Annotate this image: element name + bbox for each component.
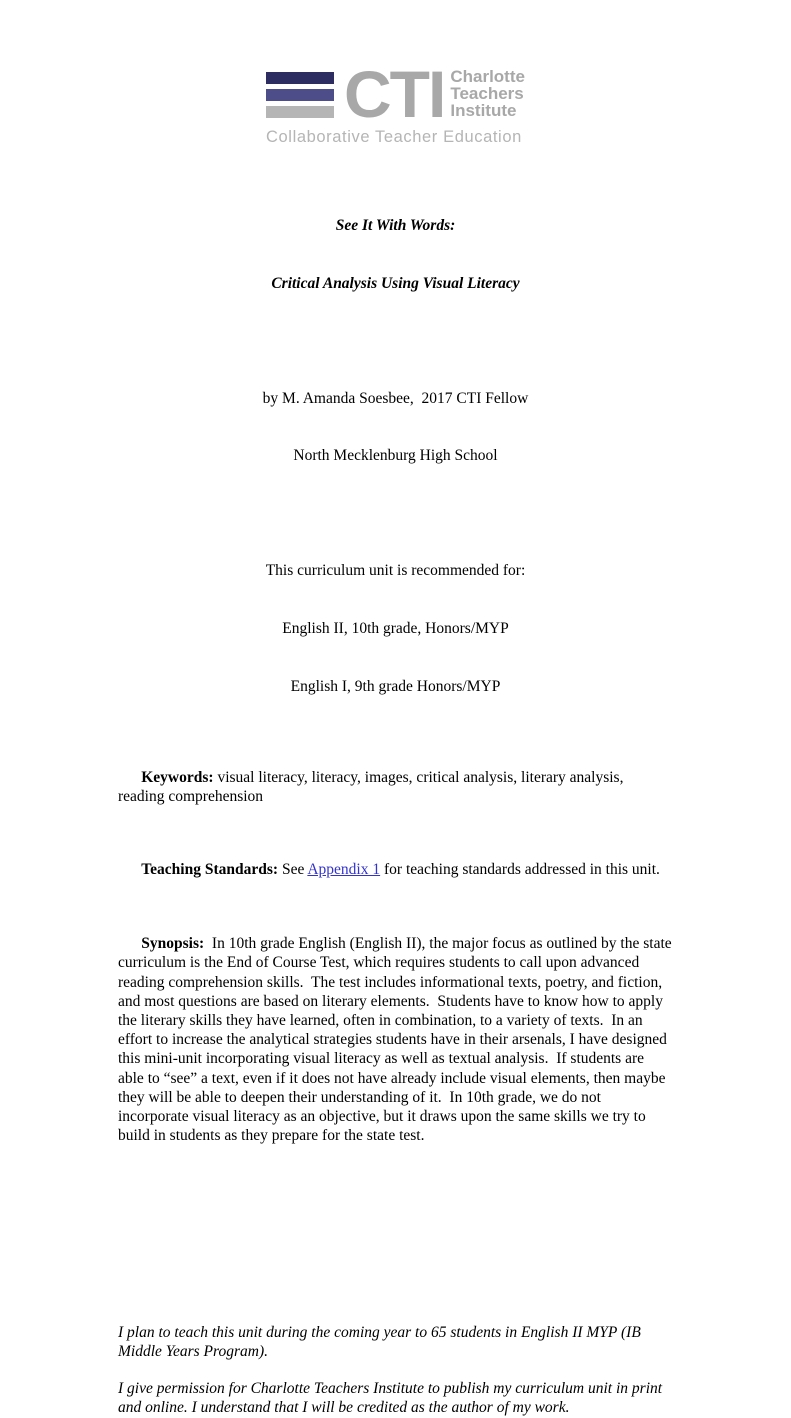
logo-org-line-1: Charlotte bbox=[450, 67, 525, 86]
recommended-intro: This curriculum unit is recommended for: bbox=[265, 562, 526, 580]
standards-label: Teaching Standards: bbox=[141, 861, 279, 879]
logo-tagline: Collaborative Teacher Education bbox=[266, 128, 522, 146]
teaching-standards-paragraph bbox=[118, 841, 673, 899]
keywords-text: visual literacy, literacy, images, critical analysis, literary analysis, reading comprehension bbox=[118, 768, 628, 805]
cti-logo bbox=[266, 56, 525, 147]
cti-logo-mark bbox=[266, 56, 525, 131]
recommended-course-1: English II, 10th grade, Honors/MYP bbox=[282, 620, 509, 638]
logo-org-line-3: Institute bbox=[450, 101, 517, 120]
byline bbox=[118, 350, 673, 504]
teaching-plan-statement: I plan to teach this unit during the coming year to 65 students in English II MYP (IB Middle Years Program). bbox=[118, 1323, 645, 1360]
author-line: by M. Amanda Soesbee, 2017 CTI Fellow bbox=[262, 389, 529, 407]
synopsis-text: In 10th grade English (English II), the major focus as outlined by the state curriculum is the End of Course Test, which requires students to call upon advanced reading comprehension skills. The test includes informational texts, poetry, and fiction, and most questions are based on literary elements. Students have to know how to apply the literary skills they have learned, often in combination, to a variety of texts. In an effort to increase the analytical strategies students have in their arsenals, I have designed this mini-unit incorporating visual literacy as well as textual analysis. If students are able to “see” a text, even if it does not have already include visual elements, then maybe they will be able to deepen their understanding of it. In 10th grade, we do not incorporate visual literacy as an objective, but it draws upon the same skills we try to build in students as they prepare for the state test. bbox=[118, 935, 676, 1145]
logo-org-line-2: Teachers bbox=[450, 84, 524, 103]
standards-suffix: for teaching standards addressed in this unit. bbox=[380, 861, 660, 879]
synopsis-paragraph bbox=[118, 915, 676, 1165]
logo-bar-bottom bbox=[266, 106, 334, 118]
school-line: North Mecklenburg High School bbox=[293, 447, 498, 465]
logo-cti-letters: CTI bbox=[344, 56, 445, 131]
logo-org-name bbox=[450, 68, 525, 120]
standards-prefix: See bbox=[278, 861, 308, 879]
keywords-label: Keywords: bbox=[141, 768, 214, 786]
logo-bar-middle bbox=[266, 89, 334, 101]
document-body bbox=[0, 177, 791, 1417]
appendix-1-link[interactable]: Appendix 1 bbox=[307, 861, 381, 879]
unit-title-line-2: Critical Analysis Using Visual Literacy bbox=[271, 274, 520, 292]
document-page bbox=[0, 56, 791, 1417]
keywords-paragraph bbox=[118, 748, 673, 825]
unit-title-line-1: See It With Words: bbox=[335, 216, 456, 234]
synopsis-label: Synopsis: bbox=[141, 935, 205, 953]
logo-bars-icon bbox=[266, 72, 334, 118]
permission-statement: I give permission for Charlotte Teachers Institute to publish my curriculum unit in print and online. I understand that I will be credited as the author of my work. bbox=[118, 1380, 666, 1417]
recommended-block bbox=[118, 523, 673, 734]
unit-title bbox=[118, 177, 673, 331]
logo-bar-top bbox=[266, 72, 334, 84]
recommended-course-2: English I, 9th grade Honors/MYP bbox=[290, 677, 501, 695]
